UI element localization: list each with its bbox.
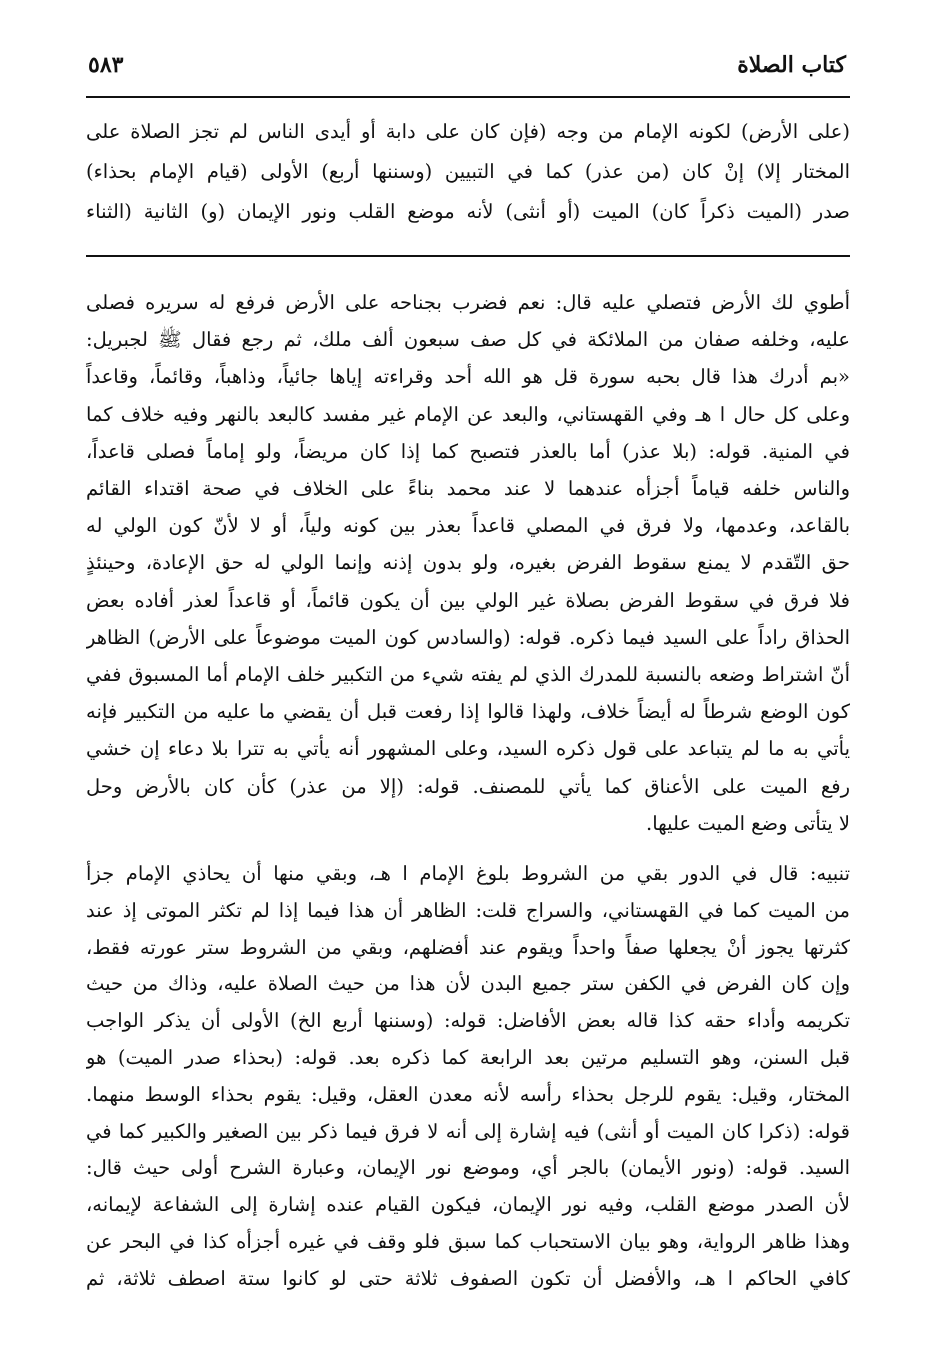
main-text-block — [86, 112, 850, 232]
commentary-line: وإن كان الفرض في الكفن ستر جميع البدن لأن هذا من حيث الصلاة عليه، وذاك من حيث — [86, 972, 850, 996]
commentary-line: وعلى كل حال ا هـ وفي القهستاني، والبعد عن الإمام غير مفسد كالبعد بالنهر وفيه خلاف كما — [86, 402, 850, 426]
commentary-block-2 — [86, 856, 850, 1298]
header-divider — [86, 96, 850, 98]
commentary-line: تنبيه: قال في الدور بقي من الشروط بلوغ الإمام ا هـ، وبقي منها أن يحاذي الإمام جزأ — [86, 862, 850, 885]
commentary-line: كافي الحاكم ا هـ، والأفضل أن تكون الصفوف ثلاثة حتى لو كانوا ستة اصطف ثلاثة، ثم — [86, 1266, 850, 1290]
main-text-line: (على الأرض) لكونه الإمام من وجه (فإن كان على دابة أو أيدى الناس لم تجز الصلاة على — [86, 120, 850, 143]
commentary-line: السيد. قوله: (ونور الأيمان) بالجر أي، وموضع نور الإيمان، وعبارة الشرح أولى حيث قال: — [86, 1156, 850, 1180]
commentary-line: تكريمه وأداء حقه كذا قاله بعض الأفاضل: قوله: (وسننها أربع الخ) الأولى أن يذكر الواجب — [86, 1009, 850, 1033]
commentary-line: والناس خلفه قياماً أجزأه عندهما لا عند محمد بناءً على الخلاف في صحة اقتداء القائم — [86, 477, 850, 501]
commentary-line: الحذاق راداً على السيد فيما ذكره. قوله: (والسادس كون الميت موضوعاً على الأرض) الظاهر — [86, 625, 850, 649]
commentary-line: لا يتأتى وضع الميت عليها. — [646, 811, 850, 835]
main-text-line: صدر (الميت ذكراً كان) الميت (أو أنثى) لأنه موضع القلب ونور الإيمان (و) الثانية (الثناء — [86, 200, 850, 223]
commentary-line: «بم أدرك هذا قال بحبه سورة قل هو الله أحد وقراءته إياها جائياً، وذاهباً، وقائماً، وقاعداً — [86, 365, 850, 389]
commentary-line: المختار، وقيل: يقوم للرجل بحذاء رأسه لأنه معدن العقل، وقيل: يقوم بحذاء الوسط منهما. — [86, 1082, 850, 1106]
commentary-line: فلا فرق في سقوط الفرض بصلاة غير الولي بين أن يكون قائماً، أو قاعداً لعذر أفاده بعض — [86, 588, 850, 612]
commentary-line: وهذا ظاهر الرواية، وهو بيان الاستحباب كما سبق فلو وقف في غيره أجزأه كذا في البحر عن — [86, 1229, 850, 1253]
commentary-line: كثرتها يجوز أنْ يجعلها صفاً واحداً ويقوم عند أفضلهم، وبقي من الشروط ستر عورته فقط، — [86, 935, 850, 959]
page-number: ٥٨٣ — [88, 52, 124, 78]
commentary-line: كون الوضع شرطاً له أيضاً خلاف، ولهذا قالوا إذا رفعت قبل أن يقضي ما عليه من التكبير فإنه — [86, 700, 850, 724]
running-header-title: كتاب الصلاة — [737, 52, 846, 78]
commentary-line: في المنية. قوله: (بلا عذر) أما بالعذر فتصبح كما إذا كان مريضاً، ولو إماماً فصلى قاعداً، — [86, 439, 850, 463]
main-text-line: المختار إلا) إنْ كان (من عذر) كما في التبيين (وسننها أربع) الأولى (قيام الإمام بحذاء) — [86, 160, 850, 183]
commentary-block-1 — [86, 284, 850, 842]
commentary-line: من الميت كما في القهستاني، والسراج قلت: الظاهر أن هذا فيما إذا لم تكثر الموتى إذ عند — [86, 898, 850, 922]
commentary-line: حق التّقدم لا يمنع سقوط الفرض بغيره، ولو بدون إذنه وإنما الولي له حق الإعادة، وحينئذٍ — [86, 551, 850, 575]
commentary-line: يأتي به ما لم يتباعد على قول ذكره السيد، وعلى المشهور أنه يأتي به تترا بلا دعاء إن خشي — [86, 737, 850, 761]
commentary-line: أنّ اشتراط وضعه بالنسبة للمدرك الذي لم يفته شيء من التكبير خلف الإمام أما المسبوق ففي — [86, 663, 850, 687]
commentary-line: بالقاعد، وعدمها، ولا فرق في المصلي قاعداً بعذر بين كونه ولياً، أو لا لأنّ كون الولي له — [86, 514, 850, 538]
commentary-line: قبل السنن، وهو التسليم مرتين بعد الرابعة كما ذكره بعد. قوله: (بحذاء صدر الميت) هو — [86, 1045, 850, 1069]
commentary-line: أطوي لك الأرض فتصلي عليه قال: نعم فضرب بجناحه على الأرض فرفع له سريره فصلى — [86, 291, 850, 314]
commentary-line: رفع الميت على الأعناق كما يأتي للمصنف. قوله: (إلا من عذر) كأن كان بالأرض وحل — [86, 774, 850, 798]
commentary-line: عليه، وخلفه صفان من الملائكة في كل صف سبعون ألف ملك، ثم رجع فقال ﷺ لجبريل: — [86, 328, 850, 352]
commentary-divider — [86, 255, 850, 257]
commentary-line: قوله: (ذكرا كان الميت أو أنثى) فيه إشارة إلى أنه لا فرق فيما ذكر بين الصغير والكبير كما في — [86, 1119, 850, 1143]
commentary-line: لأن الصدر موضع القلب، وفيه نور الإيمان، فيكون القيام عنده إشارة إلى الشفاعة لإيمانه، — [86, 1193, 850, 1217]
